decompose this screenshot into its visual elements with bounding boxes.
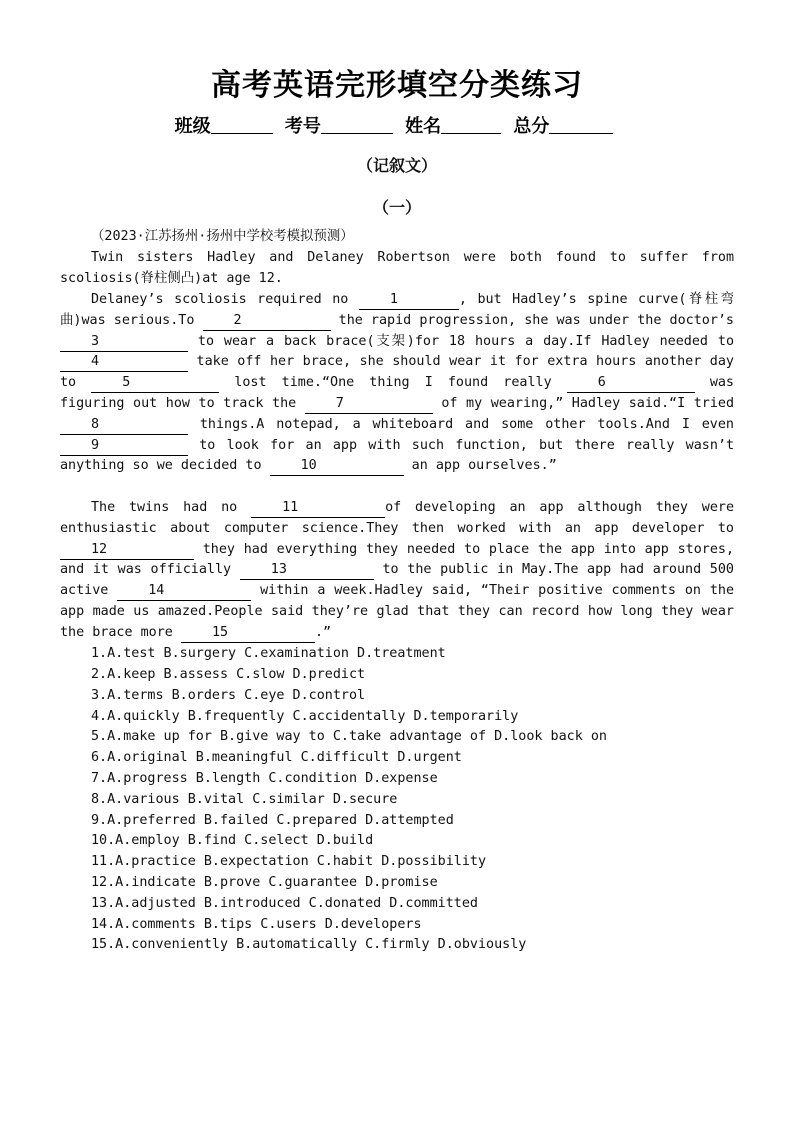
passage-text: Delaney’s scoliosis required no: [91, 292, 349, 307]
option-row-7: 7.A.progress B.length C.condition D.expense: [91, 771, 438, 786]
score-blank[interactable]: [549, 115, 613, 134]
option-row-12: 12.A.indicate B.prove C.guarantee D.promise: [91, 875, 438, 890]
option-row-11: 11.A.practice B.expectation C.habit D.possibility: [91, 854, 487, 869]
student-info-row: [0, 112, 794, 138]
blank-6[interactable]: 6: [567, 375, 695, 393]
score-label: 总分: [513, 116, 550, 137]
blank-11[interactable]: 11: [251, 500, 385, 518]
passage-text: .”: [314, 624, 332, 640]
number-blank[interactable]: [321, 115, 393, 134]
name-blank[interactable]: [441, 115, 501, 134]
passage-text: take off her brace, she should wear it for extra hours another day to: [60, 354, 734, 391]
blank-12[interactable]: 12: [60, 542, 194, 560]
name-label: 姓名: [405, 116, 442, 137]
option-row-1: 1.A.test B.surgery C.examination D.treatment: [91, 646, 446, 661]
blank-5[interactable]: 5: [91, 375, 219, 393]
option-row-2: 2.A.keep B.assess C.slow D.predict: [91, 667, 366, 682]
class-blank[interactable]: [211, 115, 273, 134]
blank-14[interactable]: 14: [117, 583, 251, 601]
genre-label: （记叙文）: [356, 156, 437, 175]
blank-2[interactable]: 2: [203, 313, 331, 331]
option-row-14: 14.A.comments B.tips C.users D.developers: [91, 917, 422, 932]
blank-10[interactable]: 10: [270, 458, 404, 476]
blank-15[interactable]: 15: [181, 625, 315, 643]
number-label: 考号: [284, 116, 321, 137]
part-label: （一）: [372, 198, 421, 217]
passage-text: was figuring out how to track the: [60, 375, 734, 411]
class-label: 班级: [174, 116, 211, 137]
passage-text: of my wearing,” Hadley said.“I tried: [441, 395, 735, 411]
passage-text: The twins had no: [91, 500, 238, 515]
option-row-3: 3.A.terms B.orders C.eye D.control: [91, 688, 366, 703]
passage-text: of developing an app although they were enthusiastic about computer science.They then worked with an app developer to: [60, 500, 734, 536]
paragraph-2: [60, 290, 734, 477]
option-row-6: 6.A.original B.meaningful C.difficult D.urgent: [91, 750, 462, 765]
blank-7[interactable]: 7: [305, 396, 433, 414]
passage-text: , but Hadley’s spine curve(脊柱弯曲)was serious.To: [60, 292, 735, 328]
option-row-10: 10.A.employ B.find C.select D.build: [91, 833, 374, 848]
option-row-8: 8.A.various B.vital C.similar D.secure: [91, 792, 398, 807]
passage-text: to the public in May.The app had around 500 active: [60, 562, 734, 599]
blank-4[interactable]: 4: [60, 354, 188, 372]
source-line: （2023·江苏扬州·扬州中学校考模拟预测）: [91, 229, 354, 244]
option-row-5: 5.A.make up for B.give way to C.take advantage of D.look back on: [91, 729, 607, 744]
option-row-9: 9.A.preferred B.failed C.prepared D.attempted: [91, 813, 454, 828]
passage-text: to look for an app with such function, but there really wasn’t anything so we decided to: [60, 437, 735, 474]
option-row-15: 15.A.conveniently B.automatically C.firmly D.obviously: [91, 937, 527, 952]
option-row-13: 13.A.adjusted B.introduced C.donated D.committed: [91, 896, 478, 911]
passage-text: lost time.“One thing I found really: [234, 375, 552, 391]
passage-text: things.A notepad, a whiteboard and some other tools.And I even: [199, 416, 734, 432]
passage-text: an app ourselves.”: [411, 458, 557, 474]
paragraph-1: Twin sisters Hadley and Delaney Robertson were both found to suffer from scoliosis(脊柱侧凸)at age 12.: [60, 250, 734, 286]
page-title: 高考英语完形填空分类练习: [211, 68, 583, 103]
passage-text: within a week.Hadley said, “Their positive comments on the app made us amazed.People said they’re glad that they can record how long they wear the brace more: [60, 583, 735, 640]
blank-3[interactable]: 3: [60, 334, 188, 352]
passage-text: to wear a back brace(支架)for 18 hours a day.If Hadley needed to: [197, 333, 735, 349]
blank-9[interactable]: 9: [60, 438, 188, 456]
blank-1[interactable]: 1: [359, 292, 459, 310]
passage-text: the rapid progression, she was under the doctor’s: [338, 312, 734, 328]
option-row-4: 4.A.quickly B.frequently C.accidentally D.temporarily: [91, 709, 519, 724]
passage-text: they had everything they needed to place the app into app stores, and it was officially: [60, 541, 735, 578]
blank-13[interactable]: 13: [240, 562, 374, 580]
paragraph-3: [60, 498, 734, 644]
blank-8[interactable]: 8: [60, 417, 188, 435]
